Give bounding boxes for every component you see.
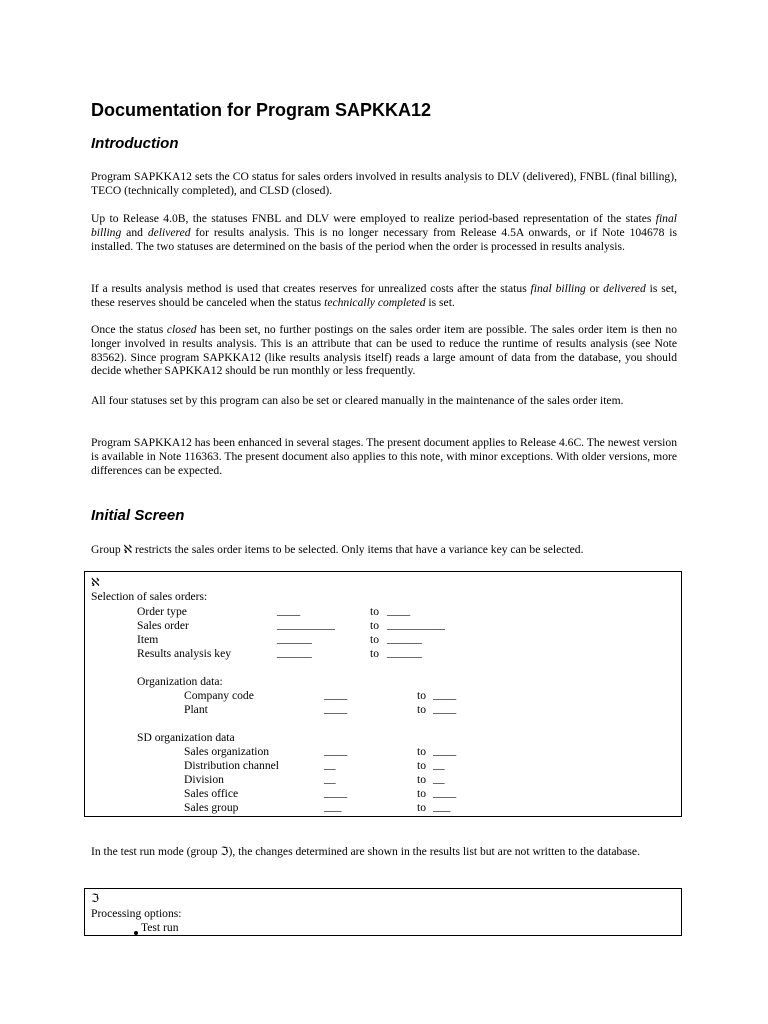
sales-group-label: Sales group — [184, 801, 239, 814]
to-label: to — [370, 647, 380, 660]
to-label: to — [417, 773, 427, 786]
company-code-label: Company code — [184, 689, 254, 702]
group-symbol-script-i: ℑ — [91, 892, 100, 905]
to-label: to — [417, 745, 427, 758]
sales-organization-label: Sales organization — [184, 745, 270, 758]
to-label: to — [417, 759, 427, 772]
to-label: to — [417, 801, 427, 814]
item-label: Item — [137, 633, 159, 646]
intro-paragraph-2: Up to Release 4.0B, the statuses FNBL and DLV were employed to realize period-based representation of the states final billing and delivered for results analysis. This is no longer necessary from Release 4.5A onwards, or if Note 104678 is installed. The two statuses are determined on the basis of the period when the order is processed in results analysis. — [91, 212, 677, 253]
selection-heading: Selection of sales orders: — [91, 590, 208, 603]
distribution-channel-to-field[interactable]: __ — [433, 758, 445, 771]
to-label: to — [370, 633, 380, 646]
plant-from-field[interactable]: ____ — [324, 702, 348, 715]
test-run-option-label: Test run — [141, 921, 179, 934]
intro-paragraph-1: Program SAPKKA12 sets the CO status for sales orders involved in results analysis to DLV (delivered), FNBL (final billing), TECO (technically completed), and CLSD (closed). — [91, 170, 677, 197]
company-code-to-field[interactable]: ____ — [433, 688, 457, 701]
sales-group-to-field[interactable]: ___ — [433, 800, 451, 813]
organization-data-heading: Organization data: — [137, 675, 223, 688]
intro-paragraph-6: Program SAPKKA12 has been enhanced in several stages. The present document applies to Release 4.6C. The newest version is available in Note 116363. The present document also applies to this note, with minor exceptions. With older versions, more differences can be expected. — [91, 436, 677, 477]
to-label: to — [370, 605, 380, 618]
order-type-to-field[interactable]: ____ — [387, 604, 411, 617]
results-analysis-key-label: Results analysis key — [137, 647, 232, 660]
sales-office-label: Sales office — [184, 787, 239, 800]
document-title: Documentation for Program SAPKKA12 — [91, 100, 432, 120]
to-label: to — [417, 703, 427, 716]
sales-order-label: Sales order — [137, 619, 189, 632]
results-analysis-key-to-field[interactable]: ______ — [387, 646, 422, 659]
group-description: Group ℵ restricts the sales order items to be selected. Only items that have a variance key can be selected. — [91, 543, 584, 556]
results-analysis-key-from-field[interactable]: ______ — [277, 646, 312, 659]
group-symbol-aleph: ℵ — [91, 576, 100, 589]
to-label: to — [370, 619, 380, 632]
order-type-label: Order type — [137, 605, 187, 618]
division-label: Division — [184, 773, 224, 786]
processing-options-heading: Processing options: — [91, 907, 182, 920]
sales-organization-to-field[interactable]: ____ — [433, 744, 457, 757]
test-run-radio-button[interactable] — [134, 931, 138, 935]
to-label: to — [417, 787, 427, 800]
selection-group-box — [84, 571, 682, 817]
section-heading-introduction: Introduction — [91, 135, 179, 152]
sd-organization-data-heading: SD organization data — [137, 731, 235, 744]
distribution-channel-label: Distribution channel — [184, 759, 279, 772]
sales-office-from-field[interactable]: ____ — [324, 786, 348, 799]
item-from-field[interactable]: ______ — [277, 632, 312, 645]
division-from-field[interactable]: __ — [324, 772, 336, 785]
company-code-from-field[interactable]: ____ — [324, 688, 348, 701]
plant-to-field[interactable]: ____ — [433, 702, 457, 715]
to-label: to — [417, 689, 427, 702]
section-heading-initial-screen: Initial Screen — [91, 507, 185, 524]
processing-options-box — [84, 888, 682, 936]
sales-order-to-field[interactable]: __________ — [387, 618, 445, 631]
plant-label: Plant — [184, 703, 208, 716]
distribution-channel-from-field[interactable]: __ — [324, 758, 336, 771]
sales-office-to-field[interactable]: ____ — [433, 786, 457, 799]
sales-order-from-field[interactable]: __________ — [277, 618, 335, 631]
intro-paragraph-3: If a results analysis method is used that creates reserves for unrealized costs after the status final billing or delivered is set, these reserves should be canceled when the status technically completed is set. — [91, 282, 677, 309]
item-to-field[interactable]: ______ — [387, 632, 422, 645]
sales-organization-from-field[interactable]: ____ — [324, 744, 348, 757]
intro-paragraph-5: All four statuses set by this program can also be set or cleared manually in the maintenance of the sales order item. — [91, 394, 624, 407]
sales-group-from-field[interactable]: ___ — [324, 800, 342, 813]
order-type-from-field[interactable]: ____ — [277, 604, 301, 617]
intro-paragraph-4: Once the status closed has been set, no further postings on the sales order item are possible. The sales order item is then no longer involved in results analysis. This is an attribute that can be used to reduce the runtime of results analysis (see Note 83562). Since program SAPKKA12 (like results analysis itself) reads a large amount of data from the database, you should decide whether SAPKKA12 should be run monthly or less frequently. — [91, 323, 677, 378]
division-to-field[interactable]: __ — [433, 772, 445, 785]
test-run-description: In the test run mode (group ℑ), the changes determined are shown in the results list but are not written to the database. — [91, 845, 640, 858]
